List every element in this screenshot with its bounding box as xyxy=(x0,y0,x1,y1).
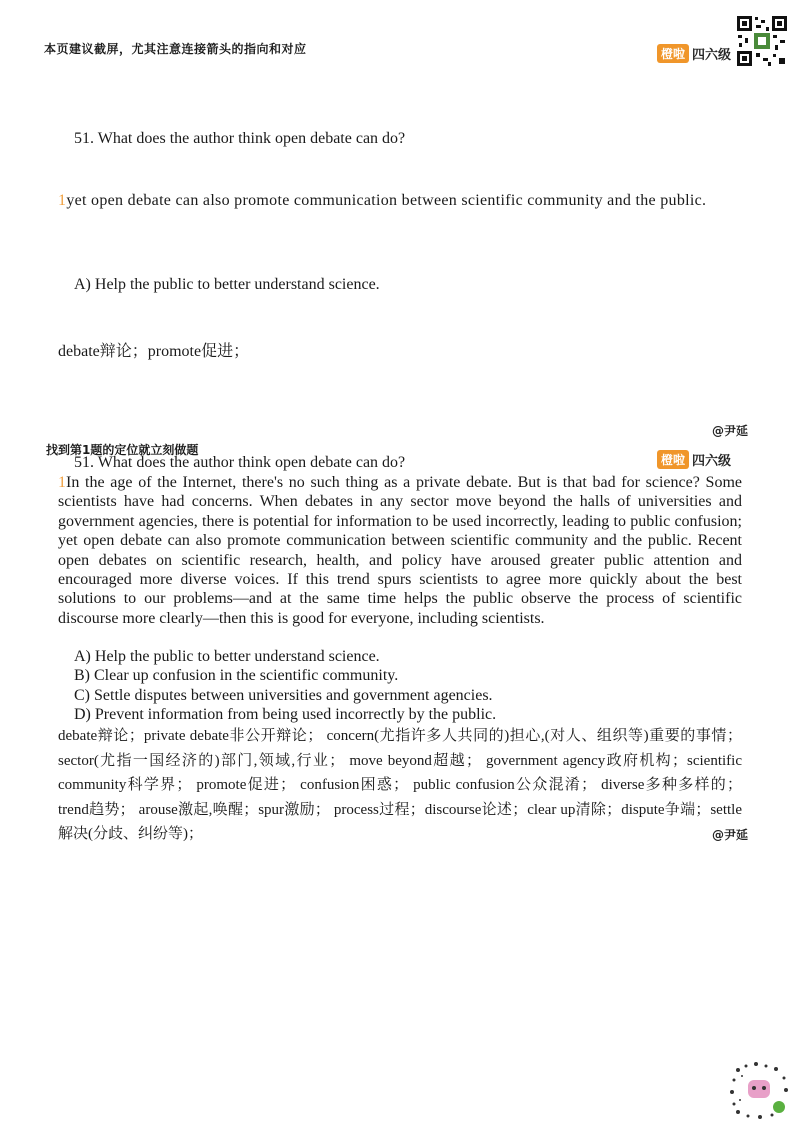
vocabulary-notes: debate辩论；promote促进； xyxy=(58,343,250,360)
mascot-logo-icon xyxy=(726,1060,792,1120)
author-signature: @尹延 xyxy=(712,424,749,438)
brand-tag: 橙啦 xyxy=(657,450,689,469)
brand-level: 四六级 xyxy=(692,48,732,63)
question-51: 51. What does the author think open debate can do? xyxy=(74,454,406,471)
brand-tag: 橙啦 xyxy=(657,44,689,63)
option-d: D) Prevent information from being used incorrectly by the public. xyxy=(74,706,497,724)
option-c: C) Settle disputes between universities and government agencies. xyxy=(74,686,493,704)
passage-text: In the age of the Internet, there's no such thing as a private debate. But is that bad for science? Some scientists have had concerns. When debates in any sector move beyond the halls of universities and government agencies, there is potential for information to be used incorrectly, leading to public confusion; yet open debate can also promote communication between scientific community and the public. Recent open debates on scientific research, health, and policy have aroused greater public attention and encouraged more diverse voices. If this trend spurs scientists to agree more quickly about the best solutions to our problems—and at the same time helps the public observe the process of scientific discourse more clearly—then this is good for everyone, including scientists. xyxy=(58,474,742,627)
option-a: A) Help the public to better understand science. xyxy=(74,648,380,665)
correct-answer: A) Help the public to better understand science. xyxy=(74,276,380,293)
paragraph-marker: 1 xyxy=(58,192,67,209)
qr-code-icon xyxy=(735,14,789,68)
option-b: B) Clear up confusion in the scientific community. xyxy=(74,667,399,685)
brand-logo xyxy=(657,44,733,63)
author-signature: @尹延 xyxy=(712,828,749,842)
question-51: 51. What does the author think open debate can do? xyxy=(74,130,406,147)
evidence-sentence xyxy=(58,186,742,215)
watermark xyxy=(300,535,520,583)
screenshot-tip: 本页建议截屏，尤其注意连接箭头的指向和对应 xyxy=(44,42,307,56)
evidence-text: yet open debate can also promote communication between scientific community and the public. xyxy=(66,192,707,209)
vocabulary-notes: debate辩论；private debate非公开辩论； concern(尤指许多人共同的)担心,(对人、组织等)重要的事情； sector(尤指一国经济的)部门,领域,行业； move beyond超越； government agency政府机构；scientific community科学界； promote促进； confusion困惑； public confusion公众混淆； diverse多种多样的； trend趋势； arouse激起,唤醒；spur激励； process过程；discourse论述；clear up清除；dispute争端；settle解决(分歧、纠纷等)； xyxy=(58,728,742,842)
brand-level: 四六级 xyxy=(692,454,732,469)
answer-options xyxy=(74,647,496,725)
section-heading: 找到第1题的定位就立刻做题 xyxy=(46,443,199,457)
paragraph-marker: 1 xyxy=(58,474,66,491)
brand-logo xyxy=(657,450,731,469)
